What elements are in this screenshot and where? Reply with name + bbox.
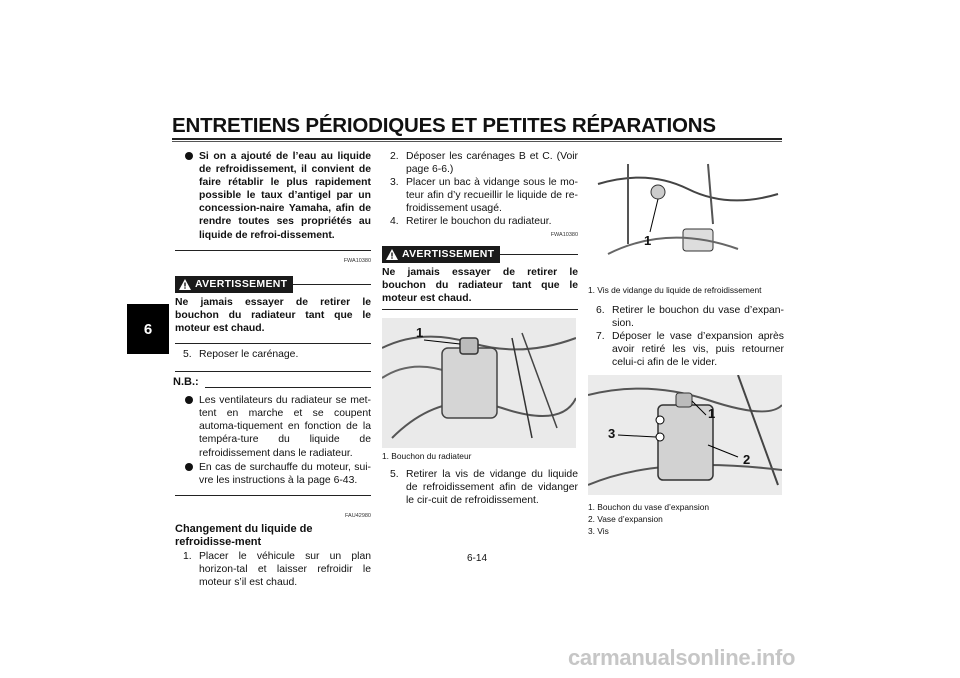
column-1	[175, 150, 371, 589]
photo-callout-1: 1	[644, 233, 652, 248]
warning-banner	[175, 274, 371, 294]
section-code: FAU42980	[345, 512, 371, 519]
photo-caption-3: 3. Vis	[588, 526, 609, 537]
radiator-illustration	[382, 318, 576, 448]
chapter-tab: 6	[127, 304, 169, 354]
section-title: Changement du liquide de refroidisse-ment	[175, 522, 313, 548]
expansion-tank-illustration	[588, 375, 782, 495]
bullet-icon	[185, 463, 193, 471]
step-5: 5. Retirer la vis de vidange du liquide de refroidissement afin de vidanger le cir-cuit de refroidissement.	[390, 468, 578, 507]
photo-caption: 1. Vis de vidange du liquide de refroidissement	[588, 285, 762, 295]
column-3	[588, 150, 784, 537]
step-6: 6. Retirer le bouchon du vase d’expan-sion.	[596, 305, 784, 330]
header-rule	[172, 138, 782, 140]
divider	[175, 343, 371, 344]
warning-triangle-icon	[179, 279, 191, 290]
drain-bolt-photo	[588, 154, 782, 276]
watermark: carmanualsonline.info	[568, 645, 796, 670]
photo-callout-3: 3	[608, 426, 616, 442]
step-5: 5. Reposer le carénage.	[183, 349, 299, 361]
bullet-icon	[185, 152, 193, 160]
expansion-tank-photo	[588, 375, 782, 495]
divider	[382, 309, 578, 310]
header-rule-thin	[172, 141, 782, 142]
photo-caption-2: 2. Vase d’expansion	[588, 514, 663, 525]
warning-text: Ne jamais essayer de retirer le bouchon du radiateur tant que le moteur est chaud.	[175, 296, 371, 334]
column-2	[382, 150, 578, 507]
bullet-icon	[185, 396, 193, 404]
step-2: 2. Déposer les carénages B et C. (Voir page 6-6.)	[390, 151, 578, 176]
drain-bolt-illustration	[588, 154, 782, 276]
divider	[175, 495, 371, 496]
warning-code: FWA10380	[343, 257, 371, 264]
step-7: 7. Déposer le vase d’expansion après avoir retiré les vis, puis retourner celui-ci afin de le vider.	[596, 331, 784, 369]
photo-callout-2: 2	[743, 452, 751, 468]
photo-caption: 1. Bouchon du radiateur	[382, 450, 472, 461]
radiator-cap-photo	[382, 318, 576, 448]
page-number: 6-14	[467, 553, 488, 564]
photo-callout-1: 1	[416, 324, 424, 340]
step-4: 4. Retirer le bouchon du radiateur.	[390, 216, 552, 228]
warning-text: Ne jamais essayer de retirer le bouchon du radiateur tant que le moteur est chaud.	[382, 266, 578, 304]
page-header-title: ENTRETIENS PÉRIODIQUES ET PETITES RÉPARATIONS	[172, 114, 716, 137]
photo-callout-1: 1	[708, 406, 716, 422]
divider	[175, 250, 371, 251]
nb-heading: N.B.:	[175, 376, 371, 392]
warning-triangle-icon	[386, 249, 398, 260]
warning-badge: AVERTISSEMENT	[382, 246, 500, 263]
step-1: 1. Placer le véhicule sur un plan horizon-tal et laisser refroidir le moteur s’il est chaud.	[183, 550, 371, 589]
nb-bullet-1: Les ventilateurs du radiateur se met-tent en marche et se coupent automa-tiquement en fonction de la tempéra-ture du liquide de refroidissement dans le radiateur.	[175, 394, 371, 459]
warning-banner	[382, 244, 578, 264]
warning-badge: AVERTISSEMENT	[175, 276, 293, 293]
photo-caption-1: 1. Bouchon du vase d’expansion	[588, 502, 710, 513]
divider	[175, 371, 371, 372]
warning-code: FWA10380	[550, 231, 578, 238]
antifreeze-note: Si on a ajouté de l’eau au liquide de refroidissement, il convient de faire rétablir le plus rapidement possible le taux d’antigel par un concession-naire Yamaha, afin de rendre toutes ses propriétés au liquide de refroi-dissement.	[175, 150, 371, 242]
step-3: 3. Placer un bac à vidange sous le mo-teur afin d’y recueillir le liquide de re-froidissement usagé.	[390, 177, 578, 215]
nb-bullet-2: En cas de surchauffe du moteur, sui-vre les instructions à la page 6-43.	[175, 461, 371, 487]
